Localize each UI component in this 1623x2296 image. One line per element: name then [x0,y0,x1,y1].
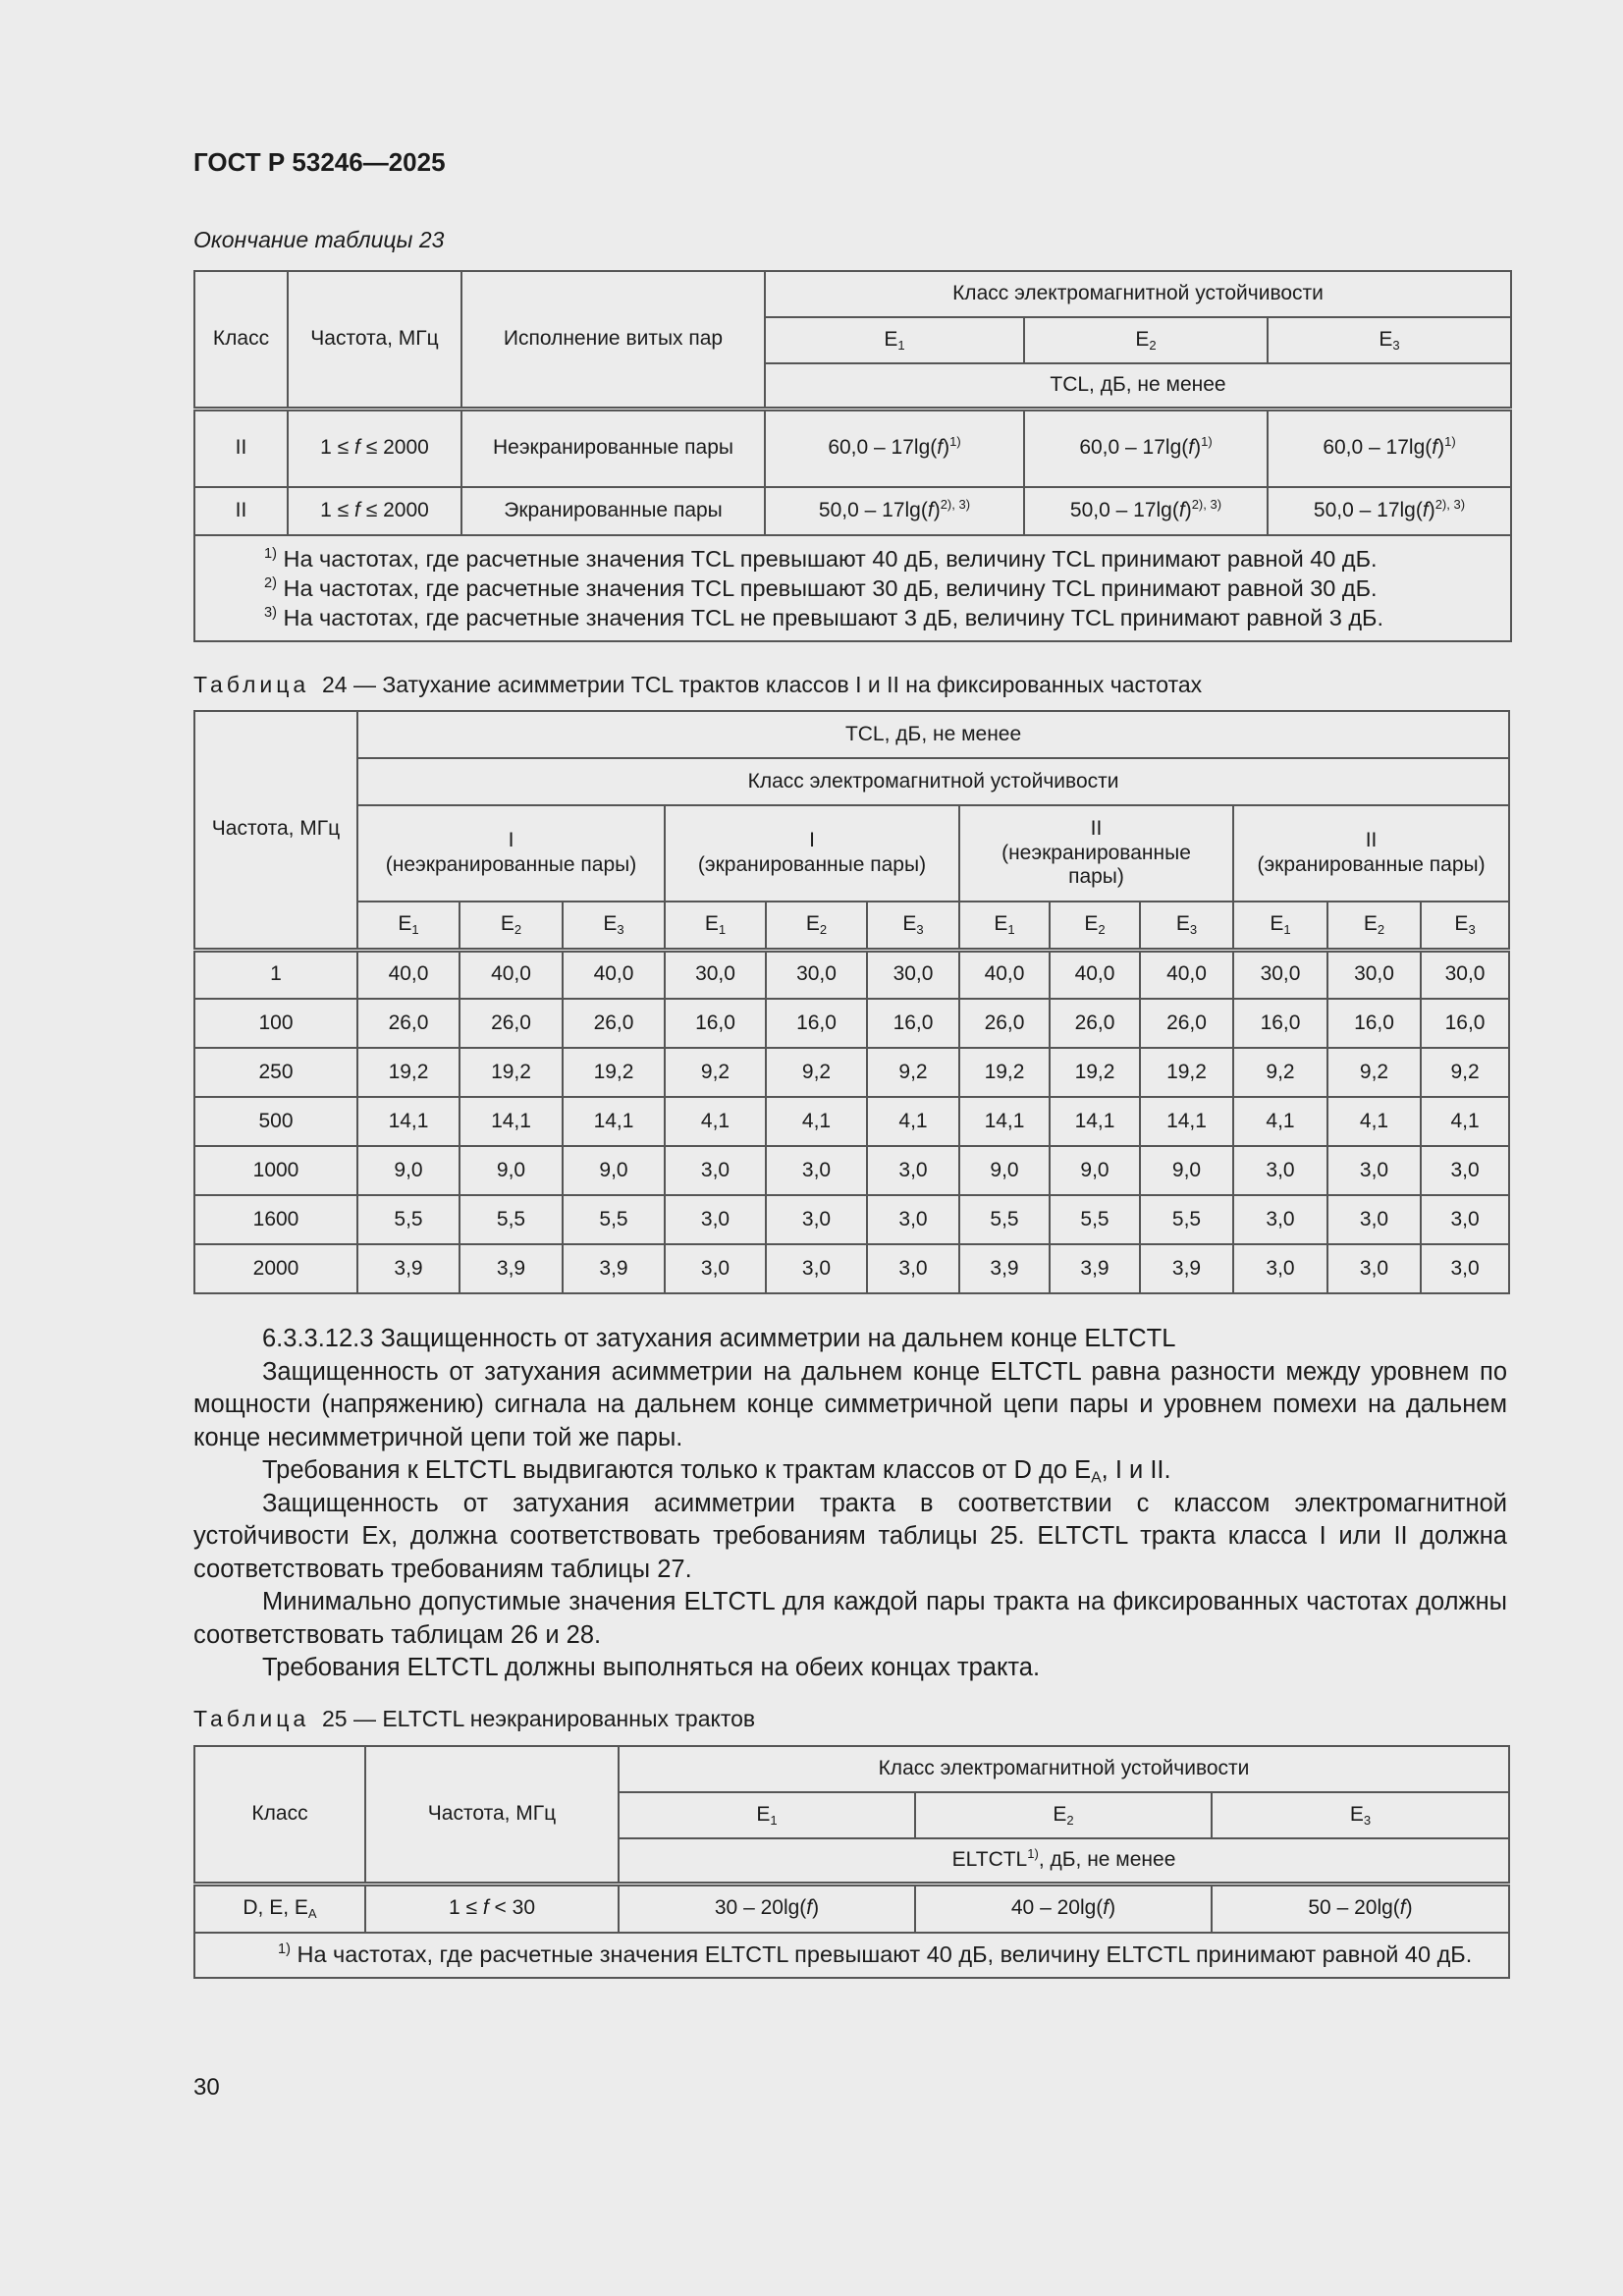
t24-cell: 9,0 [563,1146,665,1195]
t23-r1-execution: Неэкранированные пары [461,409,765,487]
t24-row-frequency: 500 [194,1097,357,1146]
t23-r1-e2: $60,0 - 17\lg(f)^{1)}$ [1024,409,1268,487]
t25-footnote: $^{1)}$ На частотах, где расчетные значения ELTCTL превышают 40 дБ, величину ELTCTL принимают равной 40 дБ. [194,1933,1509,1978]
t24-cell: 5,5 [1050,1195,1140,1244]
t24-cell: 40,0 [1050,950,1140,999]
section-text [193,1323,1507,1685]
t24-row-frequency: 100 [194,999,357,1048]
t24-cell: 19,2 [959,1048,1050,1097]
t24-cell: 40,0 [357,950,460,999]
t24-cell: 26,0 [460,999,563,1048]
page-number: 30 [193,2074,220,2101]
t24-head-g3-e1: $E_1$ [959,902,1050,950]
t23-head-emc: Класс электромагнитной устойчивости [765,271,1511,317]
paragraph-4: Минимально допустимые значения ELTCTL для каждой пары тракта на фиксированных частотах должны соответствовать таблицам 26 и 28. [193,1588,1507,1649]
table23 [193,270,1512,642]
t24-cell: 3,0 [867,1195,959,1244]
t24-cell: 9,0 [959,1146,1050,1195]
t24-cell: 3,0 [867,1244,959,1293]
table23-caption: Окончание таблицы 23 [193,227,445,252]
t24-cell: 14,1 [1140,1097,1233,1146]
t24-e-row [194,902,1509,950]
t24-head-g2-e2: $E_2$ [766,902,867,950]
t24-body [194,950,1509,1293]
table24-caption: Таблица 24 — Затухание асимметрии TCL трактов классов I и II на фиксированных частотах [193,672,1203,697]
t25-head-emc: Класс электромагнитной устойчивости [619,1746,1509,1792]
t24-cell: 3,9 [563,1244,665,1293]
t24-cell: 9,2 [867,1048,959,1097]
t24-cell: 4,1 [1233,1097,1327,1146]
table25 [193,1745,1510,1979]
t24-row-frequency: 1000 [194,1146,357,1195]
t24-cell: 26,0 [1050,999,1140,1048]
t25-r1-frequency: 1 ≤ f < 30 [365,1884,619,1933]
t23-footnote-1: $^{1)}$ На частотах, где расчетные значения TCL превышают 40 дБ, величину TCL принимают равной 40 дБ. [264,545,1378,572]
t24-group-4: II (экранированные пары) [1233,805,1509,902]
t23-head-frequency: Частота, МГц [288,271,461,409]
t24-row-frequency: 2000 [194,1244,357,1293]
t23-head-unit: TCL, дБ, не менее [765,363,1511,409]
t25-r1-e1: 30 – 20lg(f) [619,1884,915,1933]
t24-cell: 9,0 [1140,1146,1233,1195]
table-row [194,1195,1509,1244]
t24-cell: 5,5 [1140,1195,1233,1244]
t24-cell: 16,0 [1421,999,1509,1048]
t25-r1-e2: 40 – 20lg(f) [915,1884,1212,1933]
t23-r1-e1: $60,0 - 17\lg(f)^{1)}$ [765,409,1024,487]
t25-head-e2: $E_2$ [915,1792,1212,1838]
table25-caption: Таблица 25 — ELTCTL неэкранированных трактов [193,1706,756,1731]
t23-r1-frequency: 1 ≤ f ≤ 2000 [288,409,461,487]
t24-cell: 30,0 [1327,950,1421,999]
t24-cell: 14,1 [959,1097,1050,1146]
t24-cell: 3,0 [766,1244,867,1293]
t24-row-frequency: 1 [194,950,357,999]
t23-r2-frequency: 1 ≤ f ≤ 2000 [288,487,461,535]
t24-cell: 3,9 [1050,1244,1140,1293]
t24-row-frequency: 1600 [194,1195,357,1244]
t24-cell: 3,9 [357,1244,460,1293]
t24-cell: 9,2 [1327,1048,1421,1097]
t24-cell: 14,1 [1050,1097,1140,1146]
t24-cell: 3,0 [1327,1244,1421,1293]
t24-cell: 26,0 [1140,999,1233,1048]
t24-head-g1-e3: $E_3$ [563,902,665,950]
t24-cell: 5,5 [563,1195,665,1244]
table-row [194,1244,1509,1293]
t24-cell: 40,0 [460,950,563,999]
t24-cell: 30,0 [1421,950,1509,999]
t24-cell: 30,0 [665,950,766,999]
t24-cell: 3,9 [959,1244,1050,1293]
t24-head-g2-e1: $E_1$ [665,902,766,950]
t23-r2-e3: $50,0 - 17\lg(f)^{2), 3)}$ [1268,487,1511,535]
t24-cell: 3,0 [766,1195,867,1244]
t25-r1-e3: 50 – 20lg(f) [1212,1884,1509,1933]
t24-cell: 3,9 [1140,1244,1233,1293]
t25-head-unit: ELTCTL$^{1)}$, дБ, не менее [619,1838,1509,1884]
t24-cell: 14,1 [563,1097,665,1146]
t24-cell: 40,0 [563,950,665,999]
paragraph-2: Требования к ELTCTL выдвигаются только к трактам классов от D до $E_A$, I и II. [262,1456,1171,1487]
t24-head-g1-e1: $E_1$ [357,902,460,950]
t25-head-e1: $E_1$ [619,1792,915,1838]
t24-head-g4-e2: $E_2$ [1327,902,1421,950]
t23-r2-execution: Экранированные пары [461,487,765,535]
t24-cell: 9,2 [1233,1048,1327,1097]
t25-head-frequency: Частота, МГц [365,1746,619,1884]
t24-cell: 19,2 [563,1048,665,1097]
document-header: ГОСТ Р 53246—2025 [193,147,446,177]
t23-footnote-3: $^{3)}$ На частотах, где расчетные значения TCL не превышают 3 дБ, величину TCL принимают равной 3 дБ. [264,605,1383,631]
t24-group-3: II (неэкранированные пары) [959,805,1233,902]
table24 [193,710,1510,1294]
t24-cell: 3,0 [1421,1195,1509,1244]
t24-head-g3-e2: $E_2$ [1050,902,1140,950]
t24-cell: 4,1 [766,1097,867,1146]
t24-cell: 4,1 [867,1097,959,1146]
table-row [194,1097,1509,1146]
t24-cell: 9,2 [766,1048,867,1097]
t24-cell: 3,0 [1233,1195,1327,1244]
t23-r1-e3: $60,0 - 17\lg(f)^{1)}$ [1268,409,1511,487]
t24-cell: 16,0 [867,999,959,1048]
t24-head-g2-e3: $E_3$ [867,902,959,950]
t24-head-g3-e3: $E_3$ [1140,902,1233,950]
table-row [194,950,1509,999]
t24-cell: 16,0 [766,999,867,1048]
t24-cell: 19,2 [460,1048,563,1097]
t24-cell: 3,9 [460,1244,563,1293]
t24-cell: 5,5 [357,1195,460,1244]
t24-cell: 40,0 [1140,950,1233,999]
t24-head-g4-e3: $E_3$ [1421,902,1509,950]
t24-cell: 30,0 [766,950,867,999]
t23-footnote-2: $^{2)}$ На частотах, где расчетные значения TCL превышают 30 дБ, величину TCL принимают равной 30 дБ. [264,575,1378,602]
t23-head-e3: $E_3$ [1268,317,1511,363]
t24-cell: 16,0 [1327,999,1421,1048]
t24-head-g1-e2: $E_2$ [460,902,563,950]
t23-r2-class: II [194,487,288,535]
t24-cell: 16,0 [665,999,766,1048]
t24-cell: 4,1 [1421,1097,1509,1146]
t24-cell: 3,0 [766,1146,867,1195]
t24-head-unit: TCL, дБ, не менее [357,711,1509,758]
t23-r2-e1: $50,0 - 17\lg(f)^{2), 3)}$ [765,487,1024,535]
t24-cell: 3,0 [1421,1146,1509,1195]
t24-cell: 5,5 [959,1195,1050,1244]
t25-r1-class: D, E, $E_A$ [194,1884,365,1933]
t24-head-g4-e1: $E_1$ [1233,902,1327,950]
t25-head-class: Класс [194,1746,365,1884]
t24-cell: 9,0 [1050,1146,1140,1195]
t24-cell: 3,0 [665,1195,766,1244]
table-row [194,1146,1509,1195]
t24-cell: 30,0 [1233,950,1327,999]
t24-cell: 19,2 [1050,1048,1140,1097]
t24-cell: 9,2 [1421,1048,1509,1097]
t23-head-e1: $E_1$ [765,317,1024,363]
t24-cell: 9,2 [665,1048,766,1097]
t23-r2-e2: $50,0 - 17\lg(f)^{2), 3)}$ [1024,487,1268,535]
t24-cell: 3,0 [1233,1244,1327,1293]
t24-cell: 26,0 [959,999,1050,1048]
t24-cell: 26,0 [357,999,460,1048]
t24-cell: 3,0 [1421,1244,1509,1293]
t24-cell: 3,0 [665,1146,766,1195]
paragraph-3: Защищенность от затухания асимметрии тракта в соответствии с классом электромагнитной устойчивости Ex, должна соответствовать требованиям таблицы 25. ELTCTL тракта класса I или II должна соответствовать требованиям таблицы 27. [193,1489,1507,1583]
t24-cell: 4,1 [665,1097,766,1146]
t24-cell: 3,0 [1233,1146,1327,1195]
t24-cell: 14,1 [357,1097,460,1146]
table-row [194,999,1509,1048]
table-row [194,1048,1509,1097]
t24-cell: 3,0 [1327,1195,1421,1244]
t24-cell: 3,0 [665,1244,766,1293]
t24-cell: 3,0 [867,1146,959,1195]
t24-cell: 5,5 [460,1195,563,1244]
t23-footnotes [194,535,1511,641]
t24-cell: 16,0 [1233,999,1327,1048]
t24-cell: 3,0 [1327,1146,1421,1195]
t23-head-execution: Исполнение витых пар [461,271,765,409]
t24-row-frequency: 250 [194,1048,357,1097]
t24-cell: 9,0 [357,1146,460,1195]
t24-cell: 14,1 [460,1097,563,1146]
t24-cell: 19,2 [357,1048,460,1097]
t24-head-emc: Класс электромагнитной устойчивости [357,758,1509,805]
t24-cell: 30,0 [867,950,959,999]
t25-head-e3: $E_3$ [1212,1792,1509,1838]
t24-group-2: I (экранированные пары) [665,805,959,902]
t23-head-e2: $E_2$ [1024,317,1268,363]
paragraph-1: Защищенность от затухания асимметрии на дальнем конце ELTCTL равна разности между уровнем по мощности (напряжению) сигнала на дальнем конце симметричной цепи пары и уровнем помехи на дальнем конце несимметричной цепи той же пары. [193,1357,1507,1451]
t24-group-1: I (неэкранированные пары) [357,805,665,902]
t24-cell: 19,2 [1140,1048,1233,1097]
t24-cell: 40,0 [959,950,1050,999]
t23-head-class: Класс [194,271,288,409]
t24-cell: 4,1 [1327,1097,1421,1146]
t24-cell: 26,0 [563,999,665,1048]
section-heading: 6.3.3.12.3 Защищенность от затухания асимметрии на дальнем конце ELTCTL [262,1325,1176,1352]
t24-cell: 9,0 [460,1146,563,1195]
t23-r1-class: II [194,409,288,487]
t24-head-frequency: Частота, МГц [194,711,357,950]
paragraph-5: Требования ELTCTL должны выполняться на обеих концах тракта. [262,1654,1041,1681]
